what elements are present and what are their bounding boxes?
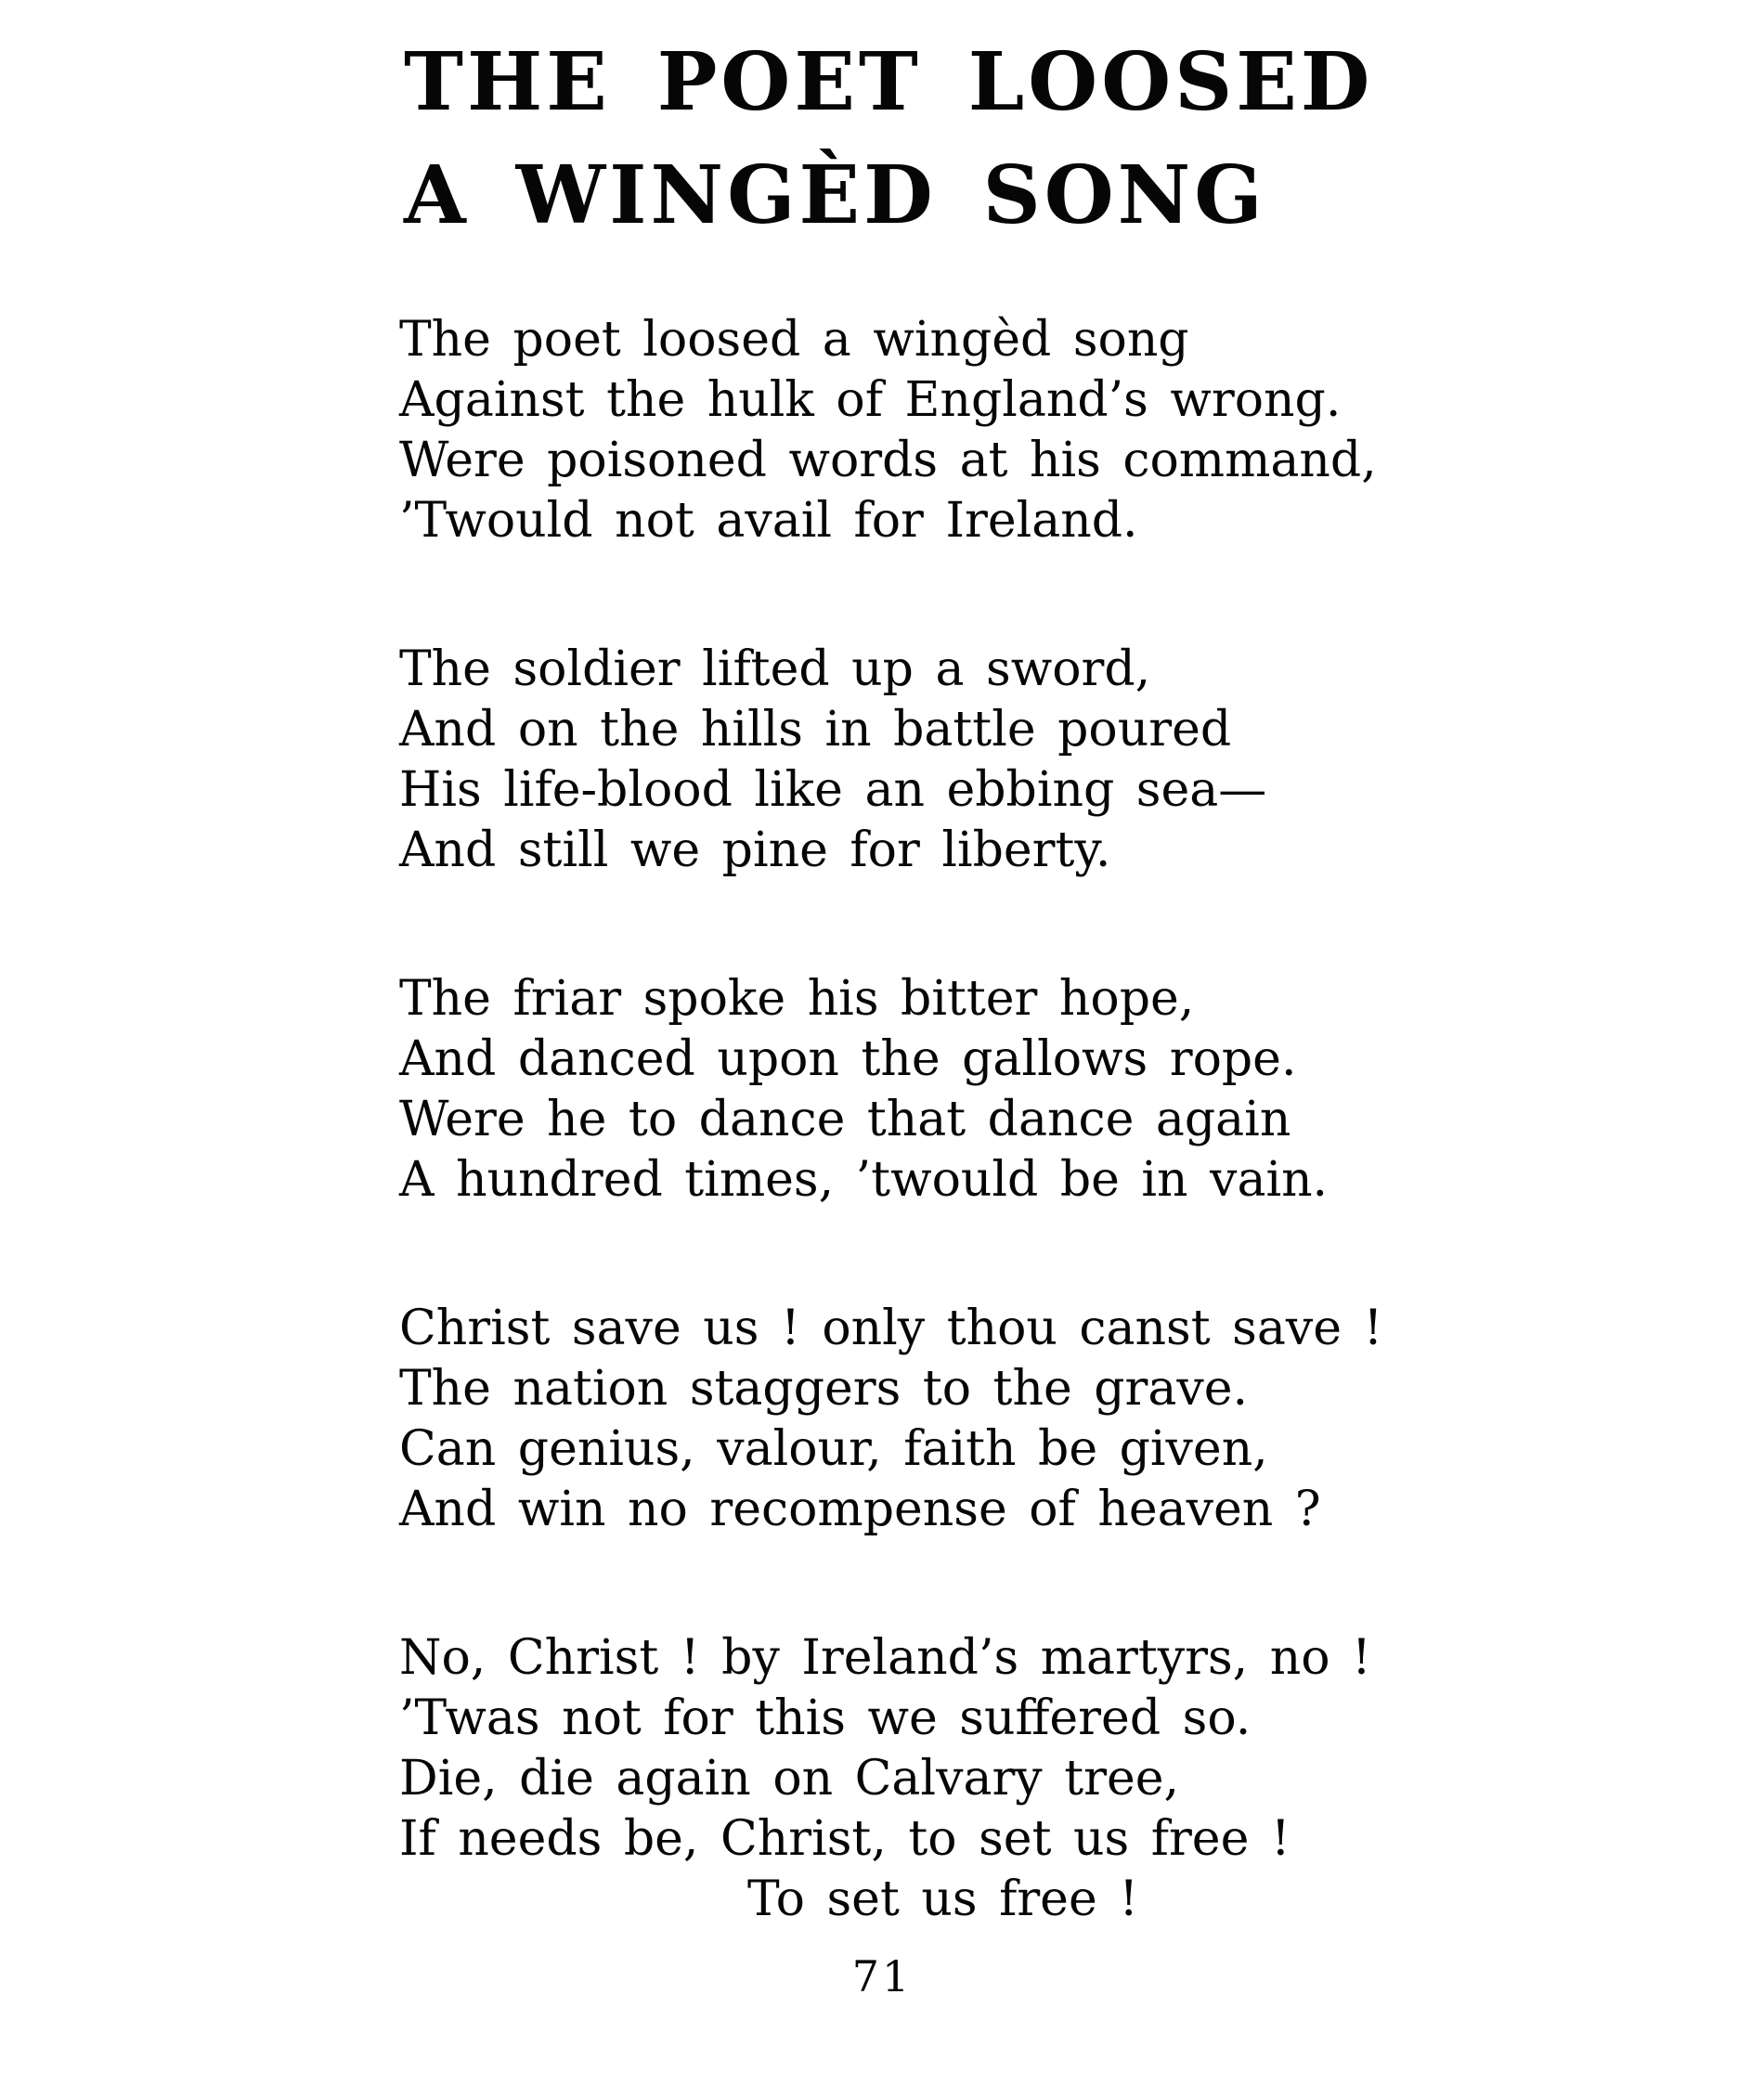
poem-line: His life-blood like an ebbing sea— xyxy=(399,762,1267,818)
poem-line: And win no recompense of heaven ? xyxy=(399,1482,1321,1537)
poem-line: The poet loosed a wingèd song xyxy=(399,312,1189,368)
poem-line: And still we pine for liberty. xyxy=(399,822,1111,878)
poem-line: The nation staggers to the grave. xyxy=(399,1361,1249,1417)
poem-stanza-3 xyxy=(399,969,1764,1211)
poem-line: The soldier lifted up a sword, xyxy=(399,641,1151,697)
poem-line: Against the hulk of England’s wrong. xyxy=(399,372,1342,428)
poem-line: A hundred times, ’twould be in vain. xyxy=(399,1152,1329,1208)
poem-title-line-1: THE POET LOOSED xyxy=(404,35,1374,129)
poem-refrain-line: To set us free ! xyxy=(747,1871,1139,1927)
poem-line: And on the hills in battle poured xyxy=(399,702,1232,758)
poem-line: ’Twas not for this we suffered so. xyxy=(399,1690,1252,1746)
poem-line: Die, die again on Calvary tree, xyxy=(399,1751,1180,1807)
poem-line: ’Twould not avail for Ireland. xyxy=(399,493,1138,549)
poem-stanza-2 xyxy=(399,640,1764,881)
poem-body xyxy=(0,310,1764,2018)
poem-stanza-5 xyxy=(399,1628,1764,1930)
poem-title xyxy=(404,26,1373,253)
poem-line: If needs be, Christ, to set us free ! xyxy=(399,1811,1291,1867)
poem-title-line-2: A WINGÈD SONG xyxy=(404,149,1266,242)
poem-line: No, Christ ! by Ireland’s martyrs, no ! xyxy=(399,1630,1371,1686)
poem-line: And danced upon the gallows rope. xyxy=(399,1031,1297,1087)
poem-line: The friar spoke his bitter hope, xyxy=(399,971,1195,1027)
page-number: 71 xyxy=(851,1951,913,2001)
poem-line: Christ save us ! only thou canst save ! xyxy=(399,1301,1383,1356)
poem-line: Were poisoned words at his command, xyxy=(399,433,1377,488)
poem-line: Were he to dance that dance again xyxy=(399,1092,1291,1147)
poem-stanza-1 xyxy=(399,310,1764,551)
poem-stanza-4 xyxy=(399,1299,1764,1540)
poem-line: Can genius, valour, faith be given, xyxy=(399,1421,1268,1477)
